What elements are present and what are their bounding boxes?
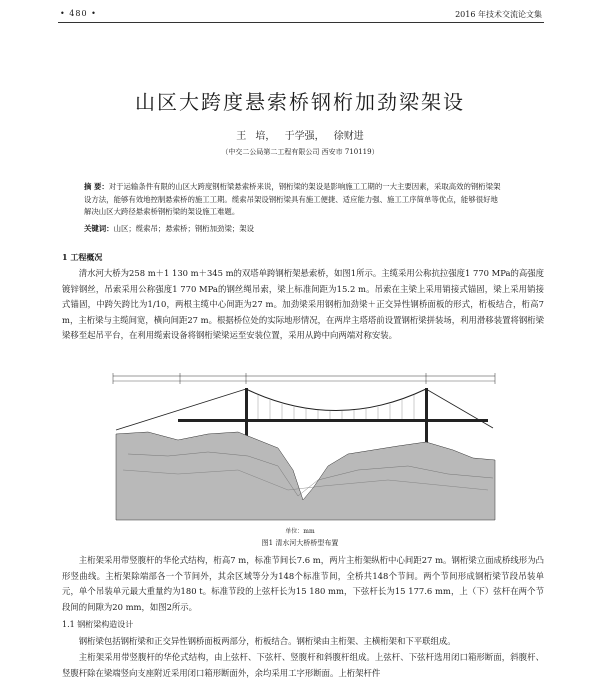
affiliation: （中交二公局第二工程有限公司 西安市 710119）	[221, 148, 379, 156]
terrain	[116, 432, 495, 520]
figure-caption: 图1 清水河大桥桥型布置	[261, 539, 339, 547]
keywords-text: 山区；缆索吊；悬索桥；钢桁加劲梁；架设	[113, 224, 255, 233]
section-heading: 1 工程概况	[62, 252, 103, 262]
subsection-heading: 1.1 钢桁梁构造设计	[62, 620, 134, 629]
paragraph: 钢桁梁包括钢桁梁和正交异性钢桥面板两部分，桁板结合。钢桁梁由主桁架、主横桁架和下平联组成。	[78, 636, 456, 646]
page-number: • 480 •	[60, 9, 97, 18]
keywords-label: 关键词：	[84, 224, 114, 233]
header-rule	[58, 22, 544, 23]
paragraph: 主桁架采用带竖腹杆的华伦式结构，桁高7 m，标准节间长7.6 m，两片主桁架纵桁中心间距27 m。钢桁梁立面成桥线形为凸形竖曲线。主桁架除端部各一个节间外，其余区域等分为148个标准节间，全桥共148个节间。两个节间形成钢桁梁节段吊装单元，单个吊装单元最大重量约为180 t。标准节段的上弦杆长为15 180 mm，下弦杆长为15 177.6 mm，上（下）弦杆在两个节段间的间隙为20 mm，如图2所示。	[62, 555, 544, 612]
abstract	[84, 181, 504, 219]
bridge-elevation-figure	[108, 370, 500, 524]
journal-title: 2016 年技术交流论文集	[455, 10, 542, 19]
main-cable	[246, 389, 426, 411]
figure-unit: 单位：mm	[285, 528, 315, 535]
authors: 王 培， 于学强， 徐财进	[236, 131, 364, 142]
stiffening-girder	[178, 419, 488, 422]
abstract-label: 摘 要：	[84, 182, 109, 191]
keywords	[84, 223, 504, 236]
paragraph: 主桁架采用带竖腹杆的华伦式结构，由上弦杆、下弦杆、竖腹杆和斜腹杆组成。上弦杆、下弦杆选用闭口箱形断面，斜腹杆、竖腹杆除在梁端竖向支座附近采用闭口箱形断面外，余均采用工字形断面。上桁架杆件	[62, 652, 544, 678]
paragraph: 清水河大桥为258 m＋1 130 m＋345 m的双塔单跨钢桁架悬索桥，如图1所示。主缆采用公称抗拉强度1 770 MPa的高强度镀锌钢丝，吊索采用公称强度1 770 MPa的钢丝绳吊索，梁上标准间距为15.2 m。吊索在主梁上采用销接式锚固，梁上采用销接式锚固，中跨矢跨比为1/10，两根主缆中心间距为27 m。加劲梁采用钢桁加劲梁＋正交异性钢桥面板的形式，桁板结合，桁高7 m，主桁梁与主缆间宽，横向间距27 m。根据桥位处的实际地形情况，在两岸主塔塔前设置钢桁梁拼装场，利用滑移装置将钢桁梁梁移至起吊平台，在利用缆索设备将钢桁梁梁运至安装位置，采用从跨中向两端对称安装。	[62, 268, 544, 340]
abstract-text: 对于运输条件有限的山区大跨度钢桁梁悬索桥来说，钢桁梁的架设是影响施工工期的一大主要因素，采取高效的钢桁梁架设方法，能够有效地控制悬索桥的施工工期。缆索吊架设钢桁梁具有施工便捷、适应能力强、施工工序简单等优点，能够很好地解决山区大跨径悬索桥钢桁梁的架设施工难题。	[84, 182, 501, 216]
paper-title: 山区大跨度悬索桥钢桁加劲梁架设	[135, 90, 465, 114]
